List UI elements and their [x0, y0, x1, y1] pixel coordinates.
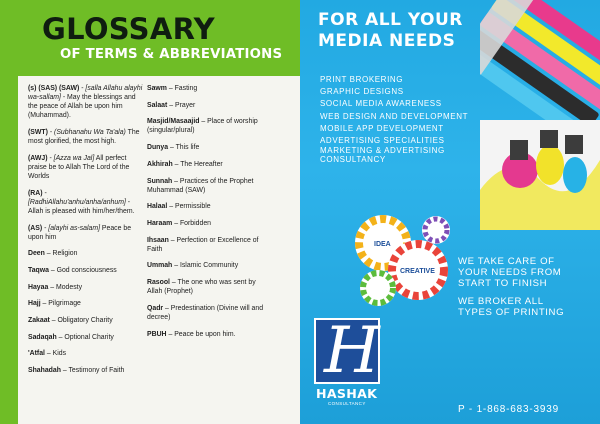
glossary-term: (s) (SAS) (SAW)	[28, 85, 80, 92]
glossary-definition: - Allah is pleased with him/her/them.	[28, 198, 135, 215]
glossary-entry	[147, 261, 265, 270]
glossary-definition: – This life	[168, 144, 200, 152]
glossary-term: (AWJ)	[28, 154, 48, 162]
glossary-term: Sunnah	[147, 177, 173, 185]
glossary-definition: – Prayer	[167, 101, 196, 109]
tagline-1-line: START TO FINISH	[458, 278, 548, 289]
glossary-definition: – Optional Charity	[56, 333, 114, 341]
glossary-entry	[28, 128, 144, 146]
glossary-entry	[147, 236, 265, 254]
glossary-separator: -	[47, 154, 54, 162]
tagline-2-line: TYPES OF PRINTING	[458, 307, 565, 318]
glossary-entry	[147, 219, 265, 228]
glossary-definition: – God consciousness	[48, 266, 117, 274]
glossary-definition: – The one who was sent by Allah (Prophet)	[147, 279, 256, 296]
glossary-term: Akhirah	[147, 160, 173, 168]
service-item: WEB DESIGN AND DEVELOPMENT	[320, 111, 469, 121]
glossary-definition: – Fasting	[166, 85, 198, 92]
glossary-entry	[147, 278, 265, 296]
service-item: MOBILE APP DEVELOPMENT	[320, 123, 444, 133]
glossary-entry	[147, 202, 265, 211]
glossary-term: Deen	[28, 250, 45, 258]
glossary-term: Qadr	[147, 304, 164, 312]
glossary-term: Sadaqah	[28, 333, 57, 341]
glossary-definition: – Place of worship (singular/plural)	[147, 118, 258, 135]
glossary-term: Hayaa	[28, 283, 49, 291]
glossary-term: Halaal	[147, 203, 168, 211]
glossary-definition: Peace be upon him	[28, 224, 132, 241]
glossary-term: PBUH	[147, 330, 167, 338]
glossary-transliteration: (Subhanahu Wa Ta'ala)	[54, 128, 126, 136]
glossary-definition: – The Hereafter	[172, 160, 223, 168]
glossary-term: Ummah	[147, 262, 173, 270]
gear-label-creative: CREATIVE	[400, 268, 435, 275]
tagline-2	[458, 296, 564, 318]
glossary-definition: The most glorified, the most high.	[28, 128, 140, 146]
glossary-separator: -	[79, 85, 86, 92]
glossary-term: Haraam	[147, 220, 173, 227]
glossary-term: Sawm	[147, 85, 167, 92]
glossary-transliteration: [salla Allahu alayhi wa-sallam]	[28, 85, 143, 102]
ink-splash-illustration	[480, 120, 600, 230]
glossary-term: (SWT)	[28, 128, 48, 136]
glossary-entry	[28, 154, 144, 181]
glossary-separator: -	[42, 189, 47, 197]
glossary-definition: – Predestination (Divine will and decree)	[147, 304, 264, 322]
glossary-subtitle: OF TERMS & ABBREVIATIONS	[60, 47, 283, 62]
tagline-1-line: WE TAKE CARE OF	[458, 256, 555, 267]
logo-subtitle: CONSULTANCY	[328, 401, 366, 406]
glossary-term: Hajj	[28, 300, 41, 308]
glossary-definition: – Practices of the Prophet Muhammad (SAW)	[147, 177, 254, 194]
glossary-definition: – Islamic Community	[172, 262, 239, 270]
glossary-definition: – Perfection or Excellence of Faith	[147, 236, 259, 253]
glossary-definition: – Forbidden	[172, 220, 211, 227]
glossary-definition: – Pilgrimage	[40, 300, 81, 308]
ad-heading-line-1: FOR ALL YOUR	[318, 10, 463, 30]
tagline-1	[458, 256, 564, 289]
glossary-term: Salaat	[147, 101, 168, 109]
glossary-entry	[28, 283, 144, 292]
glossary-entry	[28, 249, 144, 258]
service-item: GRAPHIC DESIGNS	[320, 87, 404, 97]
glossary-definition: – Permissible	[167, 203, 211, 211]
glossary-term: Zakaat	[28, 317, 50, 325]
glossary-entry	[147, 101, 265, 110]
glossary-entry	[147, 304, 265, 322]
service-item: SOCIAL MEDIA AWARENESS	[320, 99, 442, 109]
services-list	[320, 74, 468, 164]
glossary-definition: - May the blessings and the peace of Allah be upon him (Muhammad).	[28, 94, 136, 120]
service-item	[320, 147, 468, 164]
glossary-term: Dunya	[147, 144, 169, 152]
glossary-definition: – Religion	[44, 250, 78, 258]
glossary-separator: -	[47, 128, 55, 136]
ad-page	[300, 0, 600, 424]
glossary-definition: – Obligatory Charity	[49, 317, 113, 325]
glossary-entry	[147, 117, 265, 135]
glossary-entry	[147, 330, 265, 339]
glossary-term: Taqwa	[28, 266, 49, 274]
service-item-line-1: MARKETING & ADVERTISING	[320, 146, 445, 156]
glossary-entry	[28, 349, 144, 358]
glossary-transliteration: [RadhiAllahu'anhu/anha/anhum]	[28, 198, 126, 206]
glossary-entry	[147, 160, 265, 169]
glossary-entry	[28, 266, 144, 275]
tagline	[458, 256, 564, 325]
glossary-term: Ihsaan	[147, 236, 169, 244]
glossary-entry	[28, 299, 144, 308]
glossary-transliteration: [alayhi as-salam]	[48, 224, 100, 232]
glossary-definition: – Testimony of Faith	[60, 367, 125, 375]
glossary-column-2	[147, 84, 265, 346]
gears-illustration	[348, 208, 460, 318]
glossary-term: (AS)	[28, 224, 43, 232]
tagline-1-line: YOUR NEEDS FROM	[458, 267, 562, 278]
glossary-term: Shahadah	[28, 367, 61, 375]
tagline-2-line: WE BROKER ALL	[458, 296, 544, 307]
glossary-definition: – Peace be upon him.	[166, 330, 236, 338]
markers-illustration	[480, 0, 600, 120]
service-item-line-2: CONSULTANCY	[320, 154, 386, 164]
logo-name: HASHAK	[316, 386, 378, 401]
glossary-column-1	[28, 84, 144, 383]
ad-heading	[318, 10, 463, 52]
glossary-transliteration: [Azza wa Jal]	[53, 154, 95, 162]
glossary-term: Masjid/Masaajid	[147, 118, 200, 126]
glossary-entry	[28, 84, 144, 120]
glossary-definition: All perfect praise be to Allah The Lord of the Worlds	[28, 154, 130, 180]
service-item: ADVERTISING SPECIALITIES	[320, 136, 445, 146]
phone-number: P - 1-868-683-3939	[458, 404, 559, 415]
ad-heading-line-2: MEDIA NEEDS	[318, 31, 456, 51]
glossary-entry	[28, 333, 144, 342]
glossary-entry	[147, 143, 265, 152]
glossary-term: (RA)	[28, 189, 43, 197]
service-item: PRINT BROKERING	[320, 75, 404, 84]
glossary-separator: -	[42, 224, 49, 232]
logo-letter: H	[324, 314, 380, 388]
glossary-title: GLOSSARY	[42, 12, 215, 46]
glossary-entry	[147, 177, 265, 195]
glossary-entry	[28, 316, 144, 325]
glossary-entry	[28, 366, 144, 375]
logo-mark	[314, 314, 380, 388]
glossary-definition: – Modesty	[48, 283, 83, 291]
glossary-entry	[147, 84, 265, 93]
glossary-definition: – Kids	[44, 350, 67, 358]
glossary-term: 'Atfal	[28, 350, 45, 358]
glossary-term: Rasool	[147, 279, 170, 287]
gear-label-idea: IDEA	[374, 241, 391, 248]
hashak-logo	[314, 314, 380, 412]
glossary-entry	[28, 189, 144, 216]
glossary-entry	[28, 224, 144, 242]
